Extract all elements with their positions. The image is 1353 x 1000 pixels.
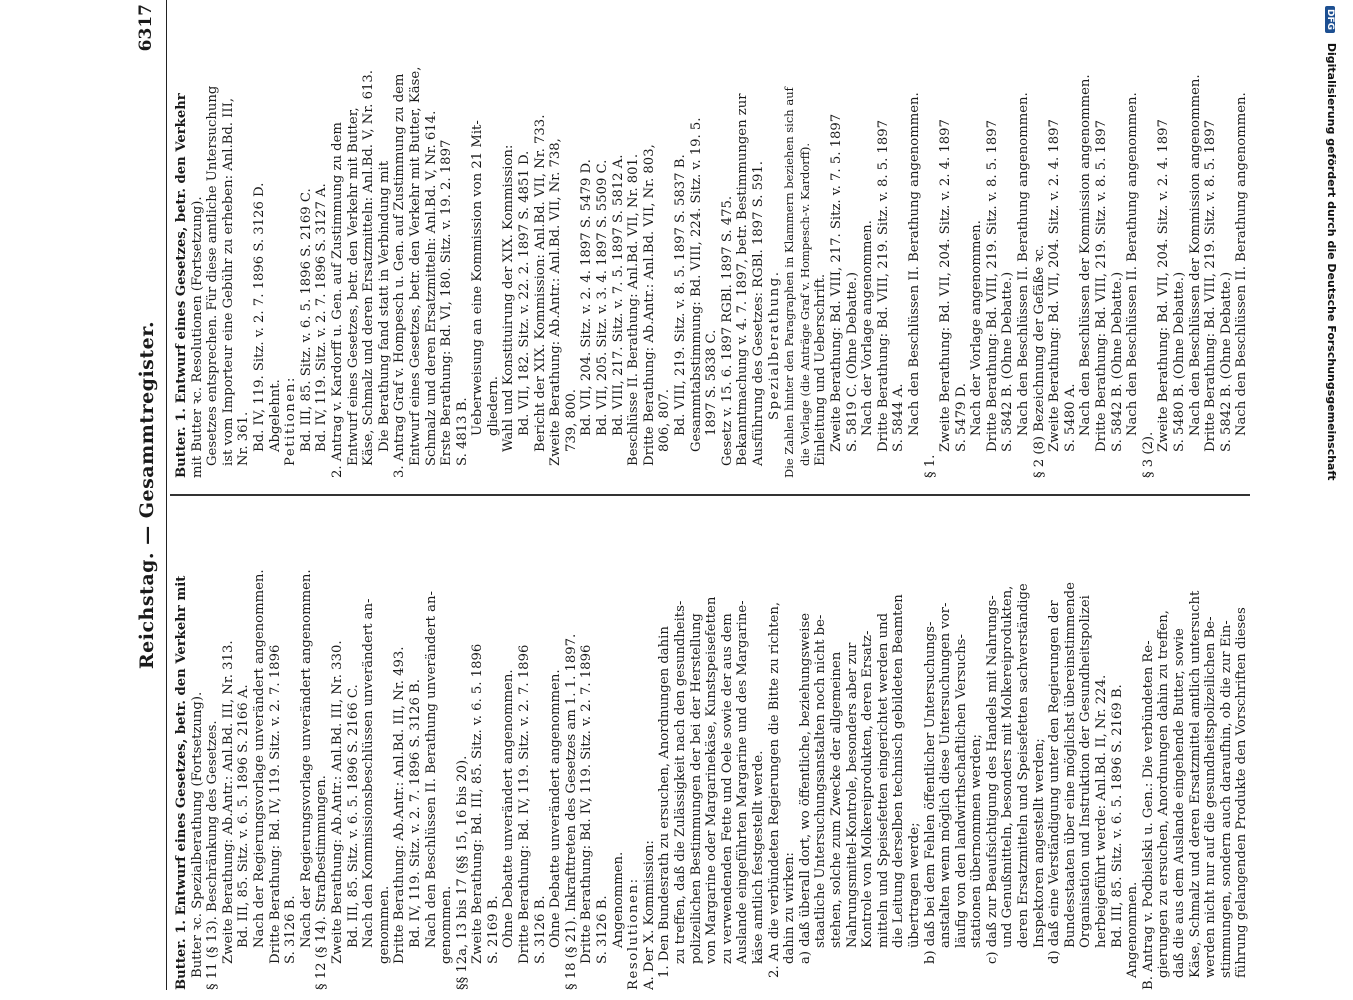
text-line: 3. Antrag Graf v. Hompesch u. Gen. auf Zustimmung zu dem [392,73,408,478]
text-line: Käse, Schmalz und deren Ersatzmitteln: Anl.Bd. V, Nr. 613. [361,70,377,466]
page-header [130,0,167,990]
text-line: Schmalz und deren Ersatzmitteln: Anl.Bd. V, Nr. 614. [423,110,439,466]
text-line: d) daß eine Verständigung unter den Regierungen der [1047,600,1063,964]
text-line: Butter ꝛc. Spezialberathung (Fortsetzung). [189,691,205,978]
text-line: daß die aus dem Auslande eingehende Butter, sowie [1172,628,1187,978]
text-line: Erste Berathung: Bd. VI, 180. Sitz. v. 19. 2. 1897 [439,139,455,466]
text-line: Zweite Berathung: Bd. VII, 204. Sitz. v. 2. 4. 1897 [1047,119,1063,452]
text-line: b) daß bei dem Fehlen öffentlicher Untersuchungs- [922,621,938,964]
text-line: Dritte Berathung: Bd. IV, 119. Sitz. v. 2. 7. 1896 [579,644,595,964]
text-line: Inspektoren angestellt werden; [1031,738,1047,948]
text-line: Nach den Beschlüssen II. Berathung angenommen. [906,92,922,436]
text-line: Bd. VII, 182. Sitz. v. 22. 2. 1897 S. 4851 D. [517,150,533,436]
text-line: mit Butter ꝛc. Resolutionen (Fortsetzung). [189,196,205,478]
text-line: herbeigeführt werde: Anl.Bd. II, Nr. 224. [1094,674,1110,948]
text-line: Dritte Berathung: Bd. VIII, 219. Sitz. v. 8. 5. 1897 [984,119,1000,452]
page-title: Reichstag. — Gesammtregister. [136,320,158,670]
text-line: S. 5480 B. (Ohne Debatte.) [1172,271,1187,452]
text-line: stimmungen, sondern auch daraufhin, ob die zur Ein- [1218,620,1234,978]
text-line: Bd. IV, 119. Sitz. v. 2. 7. 1896 S. 3127 A. [314,183,330,452]
text-line: übertragen werde; [906,822,922,948]
text-line: 2. An die verbündeten Regierungen die Bitte zu richten, [766,601,782,978]
text-line: Zweite Berathung: Bd. VII, 204. Sitz. v. 2. 4. 1897 [1156,119,1172,452]
text-line: Entwurf eines Gesetzes, betr. den Verkehr mit Butter, [345,107,361,466]
text-line: Zweite Berathung: Ab.Antr.: Anl.Bd. III, Nr. 313. [220,640,236,964]
dfg-logo: DFG [1325,6,1335,33]
text-line: Dritte Berathung: Ab.Antr.: Anl.Bd. VII, Nr. 803, [641,144,657,466]
text-line: Entwurf eines Gesetzes, betr. den Verkehr mit Butter, Käse, [407,66,423,466]
text-line: Nach der Vorlage angenommen. [969,220,985,436]
text-line: gierungen zu ersuchen, Anordnungen dahin zu treffen, [1156,610,1172,978]
text-line: Die Zahlen hinter den Paragraphen in Klammern beziehen sich auf [782,87,797,478]
text-line: Bundesstaaten über eine möglichst übereinstimmende [1062,582,1078,948]
text-line: ist vom Importeur eine Gebühr zu erheben: Anl.Bd. III, [220,97,236,466]
text-line: Nach den Beschlüssen II. Berathung angenommen. [1125,92,1141,436]
text-line: Zweite Berathung: Bd. III, 85. Sitz. v. 6. 5. 1896 [470,643,486,964]
text-line: Nach der Regierungsvorlage unverändert angenommen. [298,569,314,948]
text-line: S. 5842 B. (Ohne Debatte.) [1218,271,1234,452]
text-line: Bd. IV, 119. Sitz. v. 2. 7. 1896 S. 3126 D. [251,182,267,452]
text-line: Dritte Berathung: Bd. IV, 119. Sitz. v. 2. 7. 1896 [267,644,283,964]
text-line: S. 2169 B. [485,895,501,964]
text-line: Einleitung und Ueberschrift. [813,273,829,466]
text-line: stationen übernommen werden; [969,734,985,948]
digitization-note-text: Digitalisierung gefördert durch die Deutsche Forschungsgemeinschaft [1325,42,1338,481]
text-line: Nach den Beschlüssen II. Berathung unverändert an- [423,591,439,948]
text-line: Gesetzes entsprechen. Für diese amtliche Untersuchung [205,85,221,466]
text-line: Dritte Berathung: Bd. VIII, 219. Sitz. v. 8. 5. 1897 [1094,119,1110,452]
text-line: § 11 (§ 13). Beschränkung des Gesetzes. [205,720,221,990]
text-line: Organisation und Instruktion der Gesundheitspolizei [1078,595,1094,948]
text-line: Käse, Schmalz und deren Ersatzmittel amtlich untersucht [1187,590,1203,978]
text-line: Beschlüsse II. Berathung: Anl.Bd. VII, Nr. 801. [626,153,642,466]
text-line: die Leitung derselben technisch gebildeten Beamten [891,594,907,948]
text-line: Angenommen. [610,851,626,948]
text-line: S. 5842 B. (Ohne Debatte.) [1109,271,1125,452]
text-line: Zweite Berathung: Ab.Antr.: Anl.Bd. VII, Nr. 738, [548,138,564,466]
text-line: S. 5842 B. (Ohne Debatte.) [1000,271,1016,452]
page-number: 6317 [136,4,156,52]
text-line: käse amtlich festgestellt werde. [750,750,766,964]
right-column [174,0,1274,478]
text-line: genommen. [376,885,392,964]
text-line: S. 3126 B. [532,895,548,964]
text-line: Dritte Berathung: Ab.Antr.: Anl.Bd. III, Nr. 493. [392,646,408,964]
text-line: zu verwendenden Fette und Oele sowie der aus dem [719,613,735,964]
text-line: läufig von den landwirthschaftlichen Versuchs- [953,634,969,948]
text-line: Bd. VIII, 217. Sitz. v. 7. 5. 1897 S. 5812 A. [610,154,626,436]
text-line: Dritte Berathung: Bd. VIII, 219. Sitz. v. 8. 5. 1897 [875,119,891,452]
text-line: § 3 (2). [1140,431,1156,478]
text-line: 739, 800. [563,389,579,452]
text-line: stehen, solche zum Zwecke der allgemeinen [828,651,844,948]
text-line: Nach den Kommissionsbeschlüssen unverändert an- [361,598,377,948]
text-line: genommen. [439,885,455,964]
text-line: Ueberweisung an eine Kommission von 21 Mit- [470,120,486,436]
text-line: Bd. III, 85. Sitz. v. 6. 5. 1896 S. 2169 B. [1109,684,1125,948]
text-line: Zweite Berathung: Bd. VII, 204. Sitz. v. 2. 4. 1897 [938,119,954,452]
text-line: die Vorlage (die Anträge Graf v. Hompesch-v. Kardorff). [797,142,812,466]
text-line: Nach den Beschlüssen der Kommission angenommen. [1078,74,1094,436]
text-line: deren Ersatzmitteln und Speisefetten sachverständige [1016,583,1032,948]
text-line: Bericht der XIX. Kommission: Anl.Bd. VII, Nr. 733. [532,114,548,452]
text-line: 2. Antrag v. Kardorff u. Gen. auf Zustimmung zu dem [329,122,345,478]
text-line: S. 3126 B. [283,895,299,964]
text-line: von Margarine oder Margarinekäse, Kunstspeisefetten [704,596,720,964]
text-line: anstalten wenn möglich diese Untersuchungen vor- [938,602,954,948]
text-line: Bd. III, 85. Sitz. v. 6. 5. 1896 S. 2166 C. [345,684,361,948]
text-line: S. 3126 B. [595,895,611,964]
text-line: dahin zu wirken: [782,852,798,964]
text-line: Angenommen. [1125,881,1141,978]
text-line: Ohne Debatte unverändert angenommen. [501,669,517,948]
text-line: und Genußmitteln, besonders mit Molkereiprodukten, [1000,585,1016,948]
text-line: a) daß überall dort, wo öffentliche, beziehungsweise [797,612,813,964]
text-line: Ohne Debatte unverändert angenommen. [548,669,564,948]
text-line: Kontrole von Molkereiprodukten, deren Ersatz- [860,630,876,948]
text-line: Ausführung des Gesetzes: RGBl. 1897 S. 591. [750,161,766,466]
text-line: Nr. 361. [236,411,252,466]
text-line: B. Antrag v. Podbielski u. Gen.: Die verbündeten Re- [1140,640,1156,990]
text-line: Nahrungsmittel-Kontrole, besonders aber zur [844,642,860,948]
text-line: 1897 S. 5838 C. [704,329,720,436]
text-line: Gesammtabstimmung: Bd. VIII, 224. Sitz. v. 19. 5. [688,117,704,452]
text-line: S. 4813 B. [454,397,470,466]
text-line: § 2 (8) Bezeichnung der Gefäße ꝛc. [1031,244,1047,478]
text-line: Die Berathung fand statt in Verbindung mit [376,160,392,452]
text-line: Butter. 1. Entwurf eines Gesetzes, betr. den Verkehr mit [174,575,189,990]
text-line: Nach der Vorlage angenommen. [860,220,876,436]
text-line: Petitionen: [283,376,299,466]
text-line: Bd. IV, 119. Sitz. v. 2. 7. 1896 S. 3126 B. [407,679,423,948]
text-line: Bd. III, 85. Sitz. v. 6. 5. 1896 S. 2169 C. [298,188,314,452]
text-line: S. 5819 C. (Ohne Debatte.) [844,271,860,452]
text-line: §§ 12a, 13 bis 17 (§§ 15, 16 bis 20). [454,755,470,990]
text-line: mitteln und Speisefetten eingerichtet werden und [875,612,891,948]
text-line: Gesetz v. 15. 6. 1897 RGBl. 1897 S. 475. [719,195,735,466]
text-line: Zweite Berathung: Ab.Antr.: Anl.Bd. III, Nr. 330. [329,640,345,964]
left-column [174,512,1274,990]
text-line: Auslande eingeführten Margarine und des Margarine- [735,600,751,964]
text-line: Nach der Regierungsvorlage unverändert angenommen. [251,569,267,948]
text-line: Abgelehnt. [267,379,283,452]
text-line: polizeilichen Bestimmungen der bei der Herstellung [688,613,704,964]
text-line: Nach den Beschlüssen II. Berathung angenommen. [1234,92,1250,436]
text-line: Bd. III, 85. Sitz. v. 6. 5. 1896 S. 2166 A. [236,684,252,948]
text-line: Dritte Berathung: Bd. IV, 119. Sitz. v. 2. 7. 1896 [517,644,533,964]
text-line: S. 5479 D. [953,383,969,452]
text-line: Bd. VII, 204. Sitz. v. 2. 4. 1897 S. 5479 D. [579,159,595,436]
text-line: gliedern. [485,376,501,436]
text-line: Bekanntmachung v. 4. 7. 1897, betr. Bestimmungen zur [735,93,751,466]
text-line: § 12 (§ 14). Strafbestimmungen. [314,775,330,990]
text-line: zu treffen, daß die Zulässigkeit nach den gesundheits- [673,600,688,964]
rotated-register-page [60,0,1300,990]
text-line: staatliche Untersuchungsanstalten noch nicht be- [813,614,829,948]
text-line: § 1. [922,454,938,478]
text-line: Spezialberathung. [766,270,782,420]
text-line: Bd. VIII, 219. Sitz. v. 8. 5. 1897 S. 5837 B. [673,154,688,436]
column-divider [170,495,1250,497]
digitization-note [1318,6,1344,946]
text-line: Zweite Berathung: Bd. VIII, 217. Sitz. v. 7. 5. 1897 [828,113,844,452]
text-line: Butter. 1. Entwurf eines Gesetzes, betr. den Verkehr [174,93,189,478]
text-line: Nach den Beschlüssen II. Berathung angenommen. [1016,92,1032,436]
text-line: Bd. VII, 205. Sitz. v. 3. 4. 1897 S. 5509 C. [595,159,611,436]
text-line: werden nicht nur auf die gesundheitspolizeilichen Be- [1203,616,1219,978]
text-line: S. 5844 A. [891,383,907,452]
text-line: führung gelangenden Produkte den Vorschriften dieses [1234,607,1250,978]
text-line: Dritte Berathung: Bd. VIII, 219. Sitz. v. 8. 5. 1897 [1203,119,1219,452]
text-line: c) daß zur Beaufsichtigung des Handels mit Nahrungs- [984,595,1000,964]
text-line: 1. Den Bundesrath zu ersuchen, Anordnungen dahin [657,626,673,978]
text-line: Wahl und Konstituirung der XIX. Kommission: [501,144,517,452]
text-line: Nach den Beschlüssen der Kommission angenommen. [1187,74,1203,436]
text-line: 806, 807. [657,389,673,452]
text-line: S. 5480 A. [1062,383,1078,452]
text-line: A. Der X. Kommission: [641,840,657,990]
text-line: § 18 (§ 21). Inkrafttreten des Gesetzes am 1. 1. 1897. [563,633,579,990]
text-line: Resolutionen: [626,877,642,990]
